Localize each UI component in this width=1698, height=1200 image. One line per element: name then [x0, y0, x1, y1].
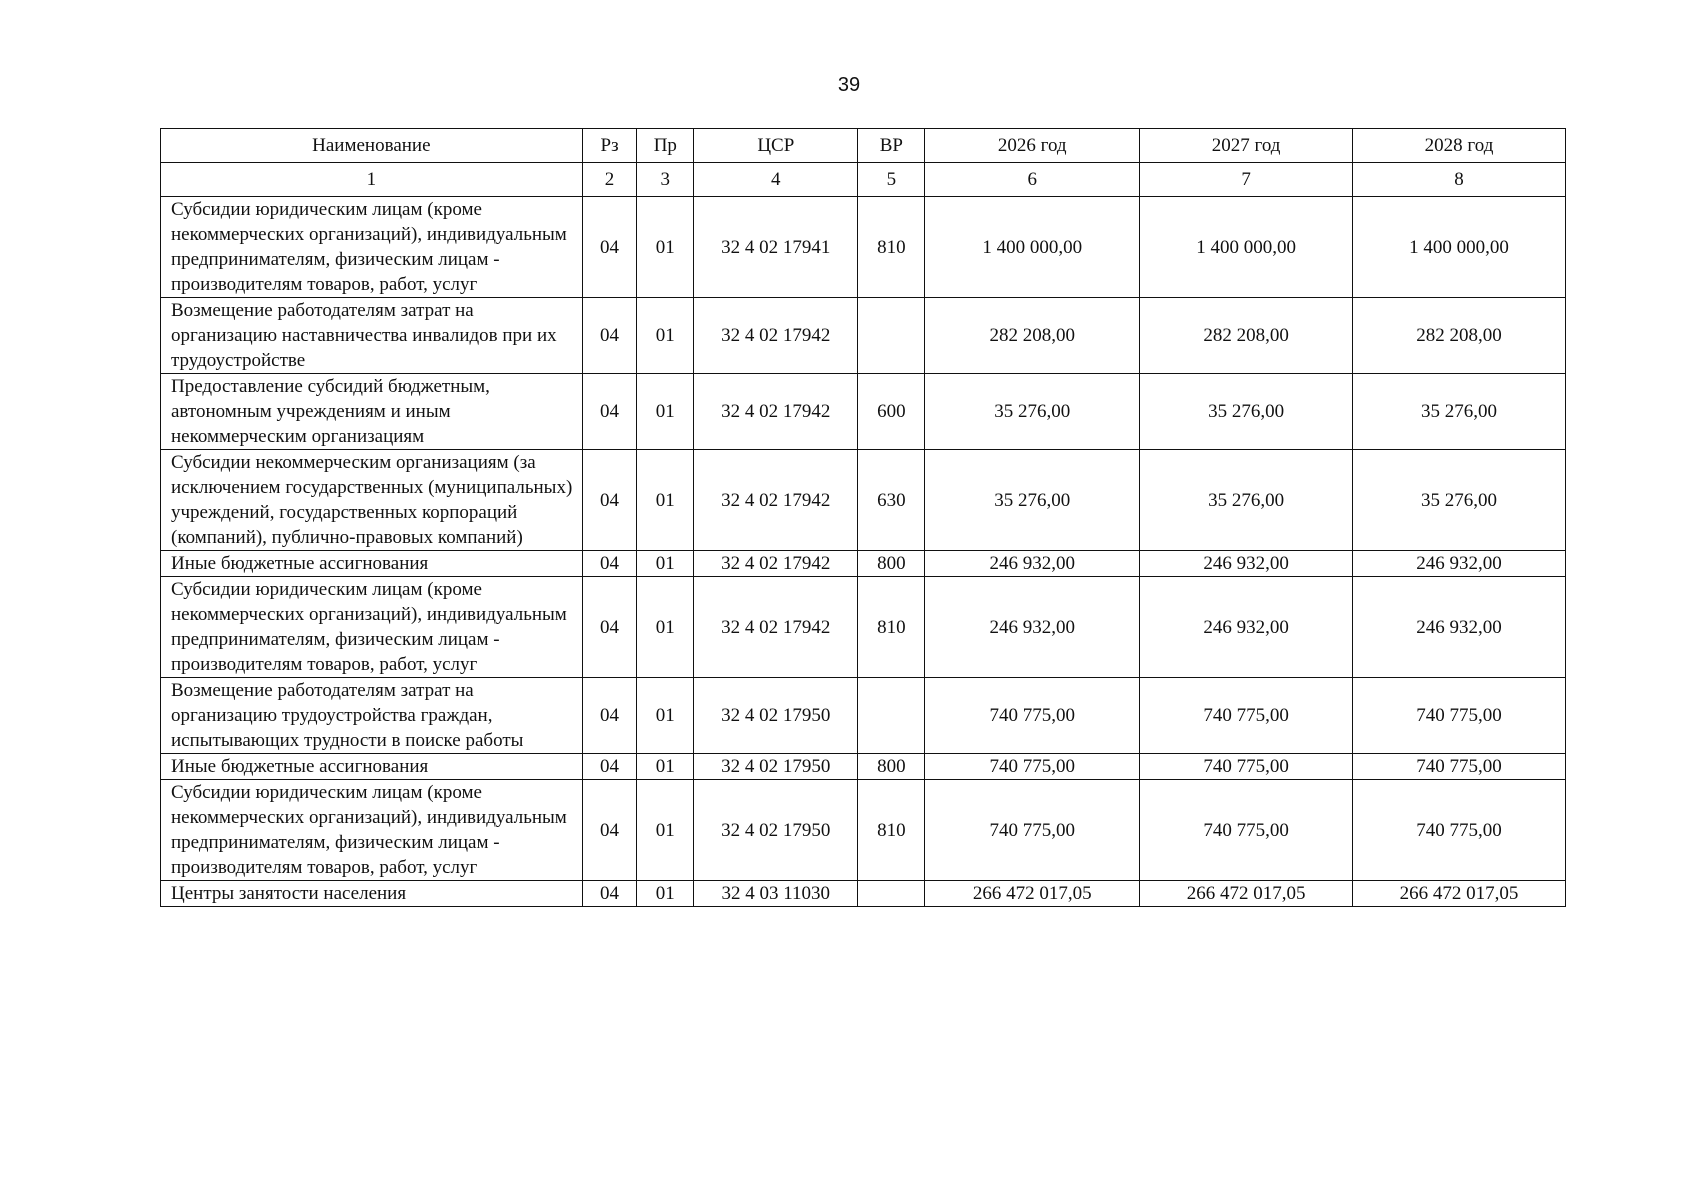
row-vr: 800 — [858, 551, 925, 577]
row-name: Возмещение работодателям затрат на организацию наставничества инвалидов при их трудоустройстве — [161, 298, 583, 374]
row-2026: 740 775,00 — [925, 754, 1140, 780]
row-vr — [858, 881, 925, 907]
row-pr: 01 — [637, 197, 694, 298]
row-2027: 246 932,00 — [1140, 577, 1353, 678]
column-number: 2 — [582, 163, 637, 197]
row-rz: 04 — [582, 780, 637, 881]
row-vr — [858, 678, 925, 754]
row-pr: 01 — [637, 551, 694, 577]
table-row — [161, 450, 1566, 551]
header-csr: ЦСР — [694, 129, 858, 163]
row-rz: 04 — [582, 374, 637, 450]
row-rz: 04 — [582, 450, 637, 551]
row-rz: 04 — [582, 881, 637, 907]
row-csr: 32 4 02 17942 — [694, 298, 858, 374]
row-2026: 35 276,00 — [925, 450, 1140, 551]
row-name: Субсидии юридическим лицам (кроме некоммерческих организаций), индивидуальным предпринимателям, физическим лицам - производителям товаров, работ, услуг — [161, 577, 583, 678]
row-pr: 01 — [637, 881, 694, 907]
row-vr: 630 — [858, 450, 925, 551]
row-vr: 810 — [858, 780, 925, 881]
row-rz: 04 — [582, 298, 637, 374]
row-name: Субсидии юридическим лицам (кроме некоммерческих организаций), индивидуальным предпринимателям, физическим лицам - производителям товаров, работ, услуг — [161, 780, 583, 881]
row-2026: 246 932,00 — [925, 577, 1140, 678]
row-2028: 246 932,00 — [1353, 577, 1566, 678]
row-2026: 740 775,00 — [925, 678, 1140, 754]
header-vr: ВР — [858, 129, 925, 163]
row-2026: 1 400 000,00 — [925, 197, 1140, 298]
header-2026: 2026 год — [925, 129, 1140, 163]
table-row — [161, 197, 1566, 298]
row-name: Центры занятости населения — [161, 881, 583, 907]
row-name: Иные бюджетные ассигнования — [161, 754, 583, 780]
row-2028: 35 276,00 — [1353, 374, 1566, 450]
row-pr: 01 — [637, 298, 694, 374]
row-2028: 740 775,00 — [1353, 754, 1566, 780]
row-2026: 266 472 017,05 — [925, 881, 1140, 907]
row-vr: 810 — [858, 577, 925, 678]
row-2027: 740 775,00 — [1140, 780, 1353, 881]
row-pr: 01 — [637, 450, 694, 551]
column-number-row — [161, 163, 1566, 197]
row-name: Субсидии юридическим лицам (кроме некоммерческих организаций), индивидуальным предпринимателям, физическим лицам - производителям товаров, работ, услуг — [161, 197, 583, 298]
row-2028: 282 208,00 — [1353, 298, 1566, 374]
row-csr: 32 4 02 17942 — [694, 577, 858, 678]
row-2027: 740 775,00 — [1140, 754, 1353, 780]
row-2027: 266 472 017,05 — [1140, 881, 1353, 907]
column-number: 6 — [925, 163, 1140, 197]
table-row — [161, 577, 1566, 678]
row-name: Предоставление субсидий бюджетным, автономным учреждениям и иным некоммерческим организациям — [161, 374, 583, 450]
row-name: Иные бюджетные ассигнования — [161, 551, 583, 577]
row-csr: 32 4 02 17950 — [694, 754, 858, 780]
row-2027: 35 276,00 — [1140, 374, 1353, 450]
row-2028: 740 775,00 — [1353, 780, 1566, 881]
column-number: 3 — [637, 163, 694, 197]
row-2028: 35 276,00 — [1353, 450, 1566, 551]
row-2027: 282 208,00 — [1140, 298, 1353, 374]
row-pr: 01 — [637, 577, 694, 678]
row-pr: 01 — [637, 678, 694, 754]
row-2027: 1 400 000,00 — [1140, 197, 1353, 298]
column-number: 8 — [1353, 163, 1566, 197]
row-name: Возмещение работодателям затрат на организацию трудоустройства граждан, испытывающих трудности в поиске работы — [161, 678, 583, 754]
page-number: 39 — [837, 74, 861, 96]
budget-table — [160, 128, 1566, 907]
row-rz: 04 — [582, 577, 637, 678]
row-2027: 35 276,00 — [1140, 450, 1353, 551]
row-csr: 32 4 02 17950 — [694, 678, 858, 754]
row-2028: 740 775,00 — [1353, 678, 1566, 754]
row-2026: 35 276,00 — [925, 374, 1140, 450]
header-2027: 2027 год — [1140, 129, 1353, 163]
row-rz: 04 — [582, 551, 637, 577]
row-2026: 282 208,00 — [925, 298, 1140, 374]
table-row — [161, 754, 1566, 780]
table-row — [161, 551, 1566, 577]
row-csr: 32 4 02 17941 — [694, 197, 858, 298]
row-vr — [858, 298, 925, 374]
column-number: 7 — [1140, 163, 1353, 197]
table-row — [161, 678, 1566, 754]
table-row — [161, 780, 1566, 881]
row-csr: 32 4 02 17950 — [694, 780, 858, 881]
row-2026: 246 932,00 — [925, 551, 1140, 577]
header-rz: Рз — [582, 129, 637, 163]
column-number: 1 — [161, 163, 583, 197]
row-name: Субсидии некоммерческим организациям (за исключением государственных (муниципальных) учреждений, государственных корпораций (компаний), публично-правовых компаний) — [161, 450, 583, 551]
row-csr: 32 4 02 17942 — [694, 450, 858, 551]
header-row — [161, 129, 1566, 163]
row-2028: 246 932,00 — [1353, 551, 1566, 577]
header-name: Наименование — [161, 129, 583, 163]
row-2026: 740 775,00 — [925, 780, 1140, 881]
row-rz: 04 — [582, 678, 637, 754]
table-row — [161, 881, 1566, 907]
row-pr: 01 — [637, 780, 694, 881]
column-number: 5 — [858, 163, 925, 197]
row-csr: 32 4 02 17942 — [694, 374, 858, 450]
row-vr: 810 — [858, 197, 925, 298]
header-2028: 2028 год — [1353, 129, 1566, 163]
row-2028: 266 472 017,05 — [1353, 881, 1566, 907]
row-csr: 32 4 02 17942 — [694, 551, 858, 577]
header-pr: Пр — [637, 129, 694, 163]
row-2028: 1 400 000,00 — [1353, 197, 1566, 298]
row-rz: 04 — [582, 197, 637, 298]
table-row — [161, 374, 1566, 450]
row-csr: 32 4 03 11030 — [694, 881, 858, 907]
row-rz: 04 — [582, 754, 637, 780]
table-row — [161, 298, 1566, 374]
row-2027: 246 932,00 — [1140, 551, 1353, 577]
row-vr: 800 — [858, 754, 925, 780]
row-pr: 01 — [637, 754, 694, 780]
row-pr: 01 — [637, 374, 694, 450]
row-vr: 600 — [858, 374, 925, 450]
column-number: 4 — [694, 163, 858, 197]
row-2027: 740 775,00 — [1140, 678, 1353, 754]
